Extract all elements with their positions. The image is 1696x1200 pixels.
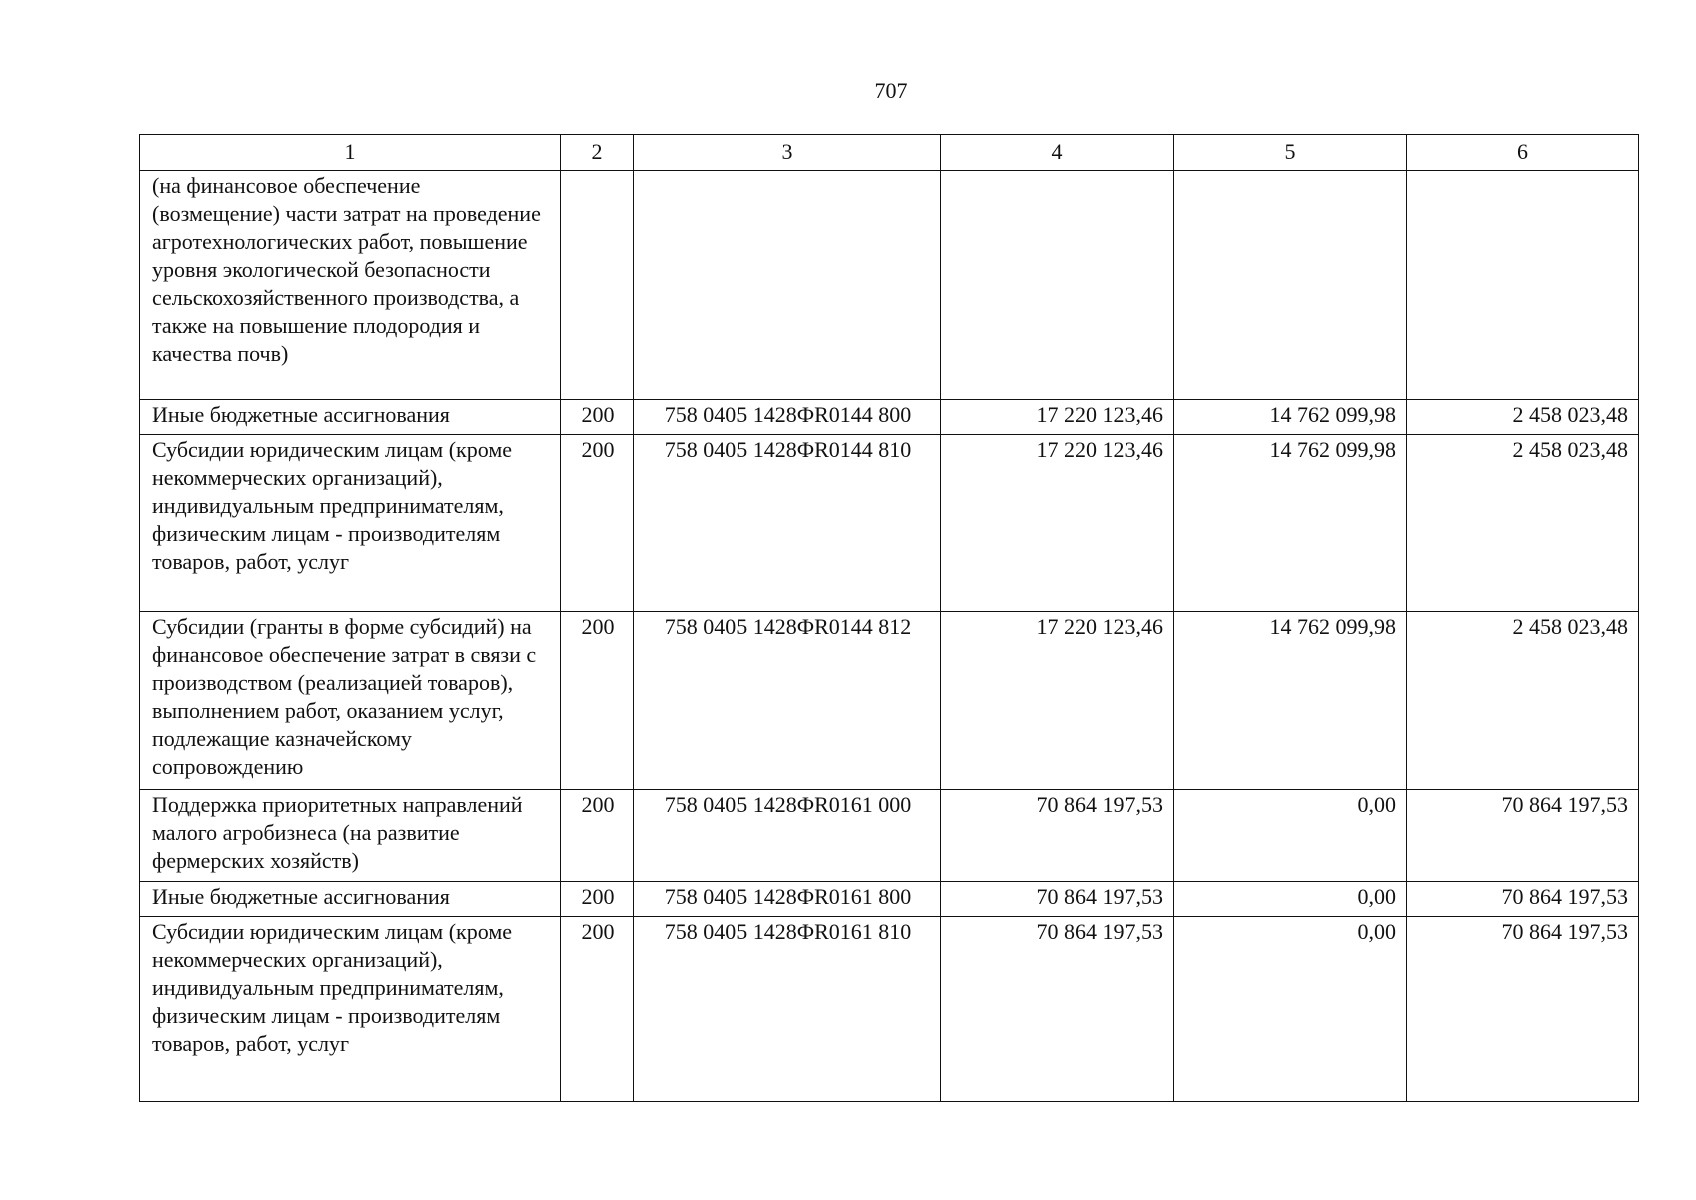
row-name: Субсидии юридическим лицам (кроме некоммерческих организаций), индивидуальным предпринимателям, физическим лицам - производителям товаров, работ, услуг	[140, 435, 561, 612]
row-sum-4: 17 220 123,46	[941, 435, 1174, 612]
row-sum-6: 70 864 197,53	[1407, 882, 1639, 917]
row-code: 200	[561, 917, 634, 1102]
table-row	[140, 171, 1639, 400]
row-sum-4: 70 864 197,53	[941, 882, 1174, 917]
row-sum-6: 70 864 197,53	[1407, 917, 1639, 1102]
header-col-2: 2	[561, 135, 634, 171]
row-sum-4: 70 864 197,53	[941, 917, 1174, 1102]
table-row	[140, 400, 1639, 435]
row-kbk: 758 0405 1428ФR0161 000	[634, 790, 941, 882]
row-sum-6: 2 458 023,48	[1407, 400, 1639, 435]
row-sum-4	[941, 171, 1174, 400]
table-row	[140, 790, 1639, 882]
row-sum-6	[1407, 171, 1639, 400]
row-kbk: 758 0405 1428ФR0144 800	[634, 400, 941, 435]
row-name: Поддержка приоритетных направлений малого агробизнеса (на развитие фермерских хозяйств)	[140, 790, 561, 882]
row-name: Субсидии (гранты в форме субсидий) на финансовое обеспечение затрат в связи с производством (реализацией товаров), выполнением работ, оказанием услуг, подлежащие казначейскому сопровождению	[140, 612, 561, 790]
row-name: Иные бюджетные ассигнования	[140, 882, 561, 917]
row-sum-4: 70 864 197,53	[941, 790, 1174, 882]
row-sum-6: 2 458 023,48	[1407, 612, 1639, 790]
row-code	[561, 171, 634, 400]
header-col-1: 1	[140, 135, 561, 171]
row-code: 200	[561, 612, 634, 790]
header-col-6: 6	[1407, 135, 1639, 171]
table-row	[140, 435, 1639, 612]
row-sum-5: 0,00	[1174, 917, 1407, 1102]
row-sum-5: 0,00	[1174, 790, 1407, 882]
budget-table	[139, 134, 1639, 1102]
row-kbk: 758 0405 1428ФR0144 812	[634, 612, 941, 790]
row-code: 200	[561, 882, 634, 917]
page-number: 707	[874, 78, 908, 103]
row-sum-5: 14 762 099,98	[1174, 400, 1407, 435]
row-kbk: 758 0405 1428ФR0144 810	[634, 435, 941, 612]
table-row	[140, 612, 1639, 790]
row-sum-6: 2 458 023,48	[1407, 435, 1639, 612]
row-name: (на финансовое обеспечение (возмещение) части затрат на проведение агротехнологических работ, повышение уровня экологической безопасности сельскохозяйственного производства, а также на повышение плодородия и качества почв)	[140, 171, 561, 400]
row-kbk	[634, 171, 941, 400]
row-code: 200	[561, 435, 634, 612]
row-code: 200	[561, 400, 634, 435]
row-kbk: 758 0405 1428ФR0161 800	[634, 882, 941, 917]
header-col-4: 4	[941, 135, 1174, 171]
row-sum-6: 70 864 197,53	[1407, 790, 1639, 882]
header-col-3: 3	[634, 135, 941, 171]
row-code: 200	[561, 790, 634, 882]
row-sum-5: 14 762 099,98	[1174, 435, 1407, 612]
row-sum-5: 14 762 099,98	[1174, 612, 1407, 790]
row-sum-4: 17 220 123,46	[941, 400, 1174, 435]
row-name: Иные бюджетные ассигнования	[140, 400, 561, 435]
table-header-row	[140, 135, 1639, 171]
table-row	[140, 882, 1639, 917]
row-sum-5	[1174, 171, 1407, 400]
row-name: Субсидии юридическим лицам (кроме некоммерческих организаций), индивидуальным предпринимателям, физическим лицам - производителям товаров, работ, услуг	[140, 917, 561, 1102]
row-kbk: 758 0405 1428ФR0161 810	[634, 917, 941, 1102]
row-sum-4: 17 220 123,46	[941, 612, 1174, 790]
row-sum-5: 0,00	[1174, 882, 1407, 917]
header-col-5: 5	[1174, 135, 1407, 171]
table-row	[140, 917, 1639, 1102]
